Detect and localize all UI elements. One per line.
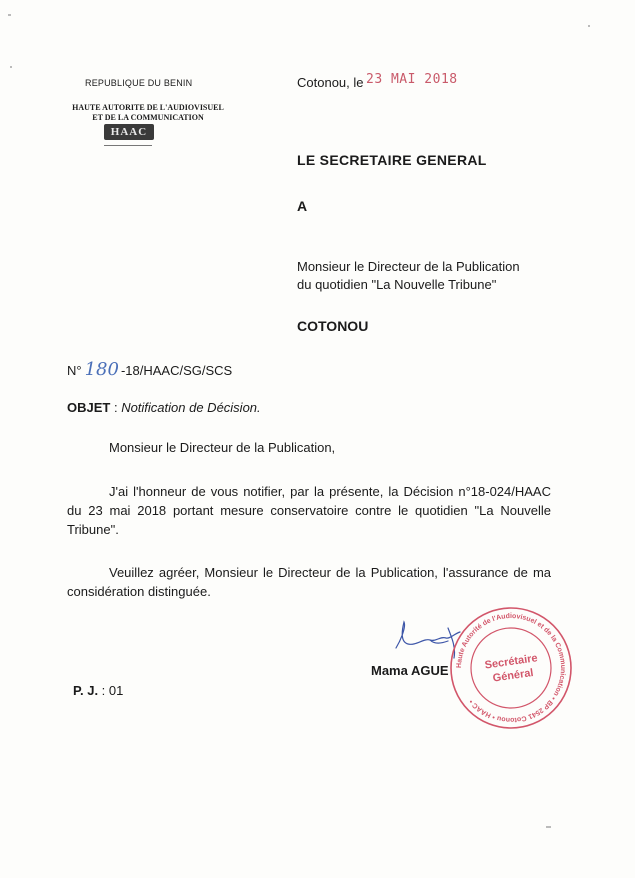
republic-label: REPUBLIQUE DU BENIN	[85, 78, 193, 88]
organization-line-1: HAUTE AUTORITE DE L'AUDIOVISUEL	[72, 103, 224, 112]
reference-number	[67, 359, 232, 380]
attachment-line	[73, 683, 123, 698]
salutation: Monsieur le Directeur de la Publication,	[109, 440, 336, 455]
scan-speck	[546, 826, 551, 828]
attachment-value: 01	[108, 683, 124, 698]
date-stamp: 23 MAI 2018	[366, 72, 458, 87]
subject-text: Notification de Décision.	[121, 400, 261, 415]
recipient-to: A	[297, 198, 308, 214]
logo-underline	[104, 145, 152, 146]
svg-text:Haute Autorité de l'Audiovisue	[456, 613, 566, 723]
recipient-city: COTONOU	[297, 318, 369, 334]
subject-line	[67, 400, 261, 415]
scan-speck	[588, 25, 590, 27]
organization-line-2: ET DE LA COMMUNICATION	[92, 113, 204, 122]
body-paragraph-1: J'ai l'honneur de vous notifier, par la présente, la Décision n°18-024/HAAC du 23 mai 2018 portant mesure conservatoire contre le quotidien "La Nouvelle Tribune".	[67, 484, 551, 537]
recipient-line-1: Monsieur le Directeur de la Publication	[297, 259, 520, 274]
date-city-label: Cotonou, le	[297, 75, 364, 90]
signatory-name: Mama AGUE	[371, 663, 449, 678]
stamp-center-line-2: Général	[491, 666, 535, 685]
scan-speck	[8, 14, 11, 16]
haac-logo: HAAC	[104, 124, 154, 140]
scan-speck	[10, 66, 12, 68]
sender-title: LE SECRETAIRE GENERAL	[297, 152, 487, 168]
organization-name	[68, 103, 228, 123]
recipient-line-2: du quotidien "La Nouvelle Tribune"	[297, 277, 497, 292]
reference-handwritten-number: 180	[84, 359, 119, 380]
reference-suffix: -18/HAAC/SG/SCS	[120, 363, 233, 378]
stamp-ring-text: Haute Autorité de l'Audiovisuel et de la Communication • BP 2541 Cotonou • HAAC •	[455, 612, 567, 724]
subject-separator: :	[110, 400, 122, 415]
stamp-center-line-1: Secrétaire	[483, 652, 539, 672]
body-paragraph-2: Veuillez agréer, Monsieur le Directeur de la Publication, l'assurance de ma considération distinguée.	[67, 565, 551, 599]
attachment-label: P. J.	[73, 683, 99, 698]
subject-label: OBJET	[67, 400, 111, 415]
reference-prefix: N°	[67, 363, 82, 378]
official-stamp	[446, 603, 576, 733]
attachment-separator: :	[98, 683, 109, 698]
